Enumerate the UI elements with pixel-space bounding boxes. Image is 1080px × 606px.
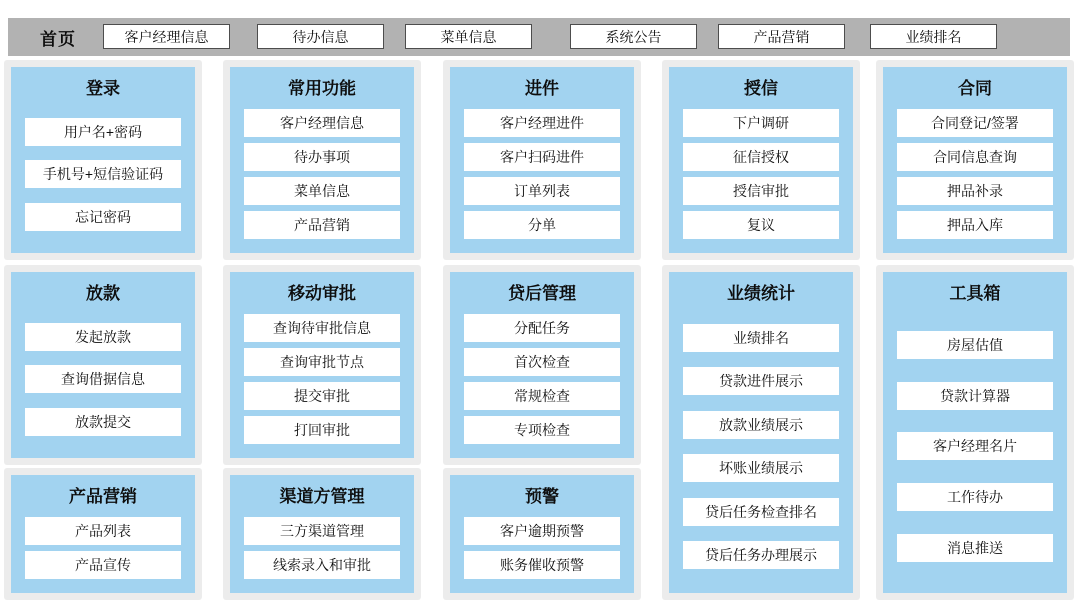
panel-intake-body [450, 67, 634, 253]
topbar-button-system-announcement[interactable]: 系统公告 [570, 24, 697, 49]
panel-title: 常用功能 [288, 79, 356, 98]
panel-product-marketing [4, 468, 202, 600]
panel-item[interactable]: 发起放款 [25, 323, 181, 351]
panel-item[interactable]: 菜单信息 [244, 177, 400, 205]
panel-item[interactable]: 产品营销 [244, 211, 400, 239]
panel-item[interactable]: 贷后任务检查排名 [683, 498, 839, 526]
panel-common-functions-body [230, 67, 414, 253]
topbar-button-menu-info[interactable]: 菜单信息 [405, 24, 532, 49]
panel-login-body [11, 67, 195, 253]
panel-item[interactable]: 待办事项 [244, 143, 400, 171]
panel-contract [876, 60, 1074, 260]
panel-intake [443, 60, 641, 260]
panel-disbursement [4, 265, 202, 465]
panel-item[interactable]: 工作待办 [897, 483, 1053, 511]
panel-item[interactable]: 贷款计算器 [897, 382, 1053, 410]
panel-item[interactable]: 客户经理进件 [464, 109, 620, 137]
panel-title: 工具箱 [949, 284, 1001, 303]
panel-login [4, 60, 202, 260]
panel-credit-body [669, 67, 853, 253]
panel-title: 业绩统计 [727, 284, 795, 303]
panel-item[interactable]: 用户名+密码 [25, 118, 181, 146]
panel-item[interactable]: 合同信息查询 [897, 143, 1053, 171]
panel-warning [443, 468, 641, 600]
panel-title: 预警 [525, 487, 559, 506]
panel-contract-body [883, 67, 1067, 253]
panel-channel-management [223, 468, 421, 600]
panel-item[interactable]: 分配任务 [464, 314, 620, 342]
panel-title: 放款 [86, 284, 120, 303]
panel-item[interactable]: 消息推送 [897, 534, 1053, 562]
panel-item[interactable]: 产品宣传 [25, 551, 181, 579]
panel-item[interactable]: 合同登记/签署 [897, 109, 1053, 137]
panel-item[interactable]: 客户扫码进件 [464, 143, 620, 171]
panel-mobile-approval [223, 265, 421, 465]
panel-item[interactable]: 下户调研 [683, 109, 839, 137]
panel-product-marketing-body [11, 475, 195, 593]
panel-item[interactable]: 打回审批 [244, 416, 400, 444]
panel-item[interactable]: 忘记密码 [25, 203, 181, 231]
panel-title: 进件 [525, 79, 559, 98]
panel-item[interactable]: 坏账业绩展示 [683, 454, 839, 482]
panel-title: 授信 [744, 79, 778, 98]
panel-item[interactable]: 产品列表 [25, 517, 181, 545]
panel-item[interactable]: 客户经理信息 [244, 109, 400, 137]
panel-item[interactable]: 手机号+短信验证码 [25, 160, 181, 188]
panel-title: 渠道方管理 [279, 487, 365, 506]
panel-warning-body [450, 475, 634, 593]
panel-common-functions [223, 60, 421, 260]
topbar-button-product-marketing[interactable]: 产品营销 [718, 24, 845, 49]
panel-item[interactable]: 首次检查 [464, 348, 620, 376]
panel-item[interactable]: 提交审批 [244, 382, 400, 410]
topbar-button-customer-manager-info[interactable]: 客户经理信息 [103, 24, 230, 49]
panel-item[interactable]: 放款提交 [25, 408, 181, 436]
panel-item[interactable]: 查询待审批信息 [244, 314, 400, 342]
panel-title: 移动审批 [288, 284, 356, 303]
panel-item[interactable]: 业绩排名 [683, 324, 839, 352]
panel-title: 合同 [958, 79, 992, 98]
panel-item[interactable]: 账务催收预警 [464, 551, 620, 579]
panel-item[interactable]: 专项检查 [464, 416, 620, 444]
panel-item[interactable]: 房屋估值 [897, 331, 1053, 359]
panel-item[interactable]: 三方渠道管理 [244, 517, 400, 545]
panel-item[interactable]: 查询借据信息 [25, 365, 181, 393]
panel-toolbox [876, 265, 1074, 600]
panel-item[interactable]: 授信审批 [683, 177, 839, 205]
panel-performance-stats-body [669, 272, 853, 593]
home-label: 首页 [40, 29, 76, 49]
topbar [8, 18, 1070, 56]
panel-item[interactable]: 分单 [464, 211, 620, 239]
panel-item[interactable]: 复议 [683, 211, 839, 239]
panel-credit [662, 60, 860, 260]
panel-disbursement-body [11, 272, 195, 458]
panel-item[interactable]: 线索录入和审批 [244, 551, 400, 579]
panel-item[interactable]: 常规检查 [464, 382, 620, 410]
panel-title: 贷后管理 [508, 284, 576, 303]
panel-item[interactable]: 订单列表 [464, 177, 620, 205]
panel-toolbox-body [883, 272, 1067, 593]
panel-post-loan-management [443, 265, 641, 465]
panel-post-loan-management-body [450, 272, 634, 458]
panel-item[interactable]: 查询审批节点 [244, 348, 400, 376]
panel-item[interactable]: 客户逾期预警 [464, 517, 620, 545]
panel-channel-management-body [230, 475, 414, 593]
topbar-button-todo-info[interactable]: 待办信息 [257, 24, 384, 49]
panel-item[interactable]: 贷后任务办理展示 [683, 541, 839, 569]
topbar-button-performance-ranking[interactable]: 业绩排名 [870, 24, 997, 49]
panel-item[interactable]: 放款业绩展示 [683, 411, 839, 439]
panel-item[interactable]: 押品入库 [897, 211, 1053, 239]
panel-item[interactable]: 征信授权 [683, 143, 839, 171]
panel-title: 产品营销 [69, 487, 137, 506]
panel-mobile-approval-body [230, 272, 414, 458]
panel-title: 登录 [86, 79, 120, 98]
panel-item[interactable]: 押品补录 [897, 177, 1053, 205]
panel-item[interactable]: 客户经理名片 [897, 432, 1053, 460]
panel-item[interactable]: 贷款进件展示 [683, 367, 839, 395]
panel-performance-stats [662, 265, 860, 600]
